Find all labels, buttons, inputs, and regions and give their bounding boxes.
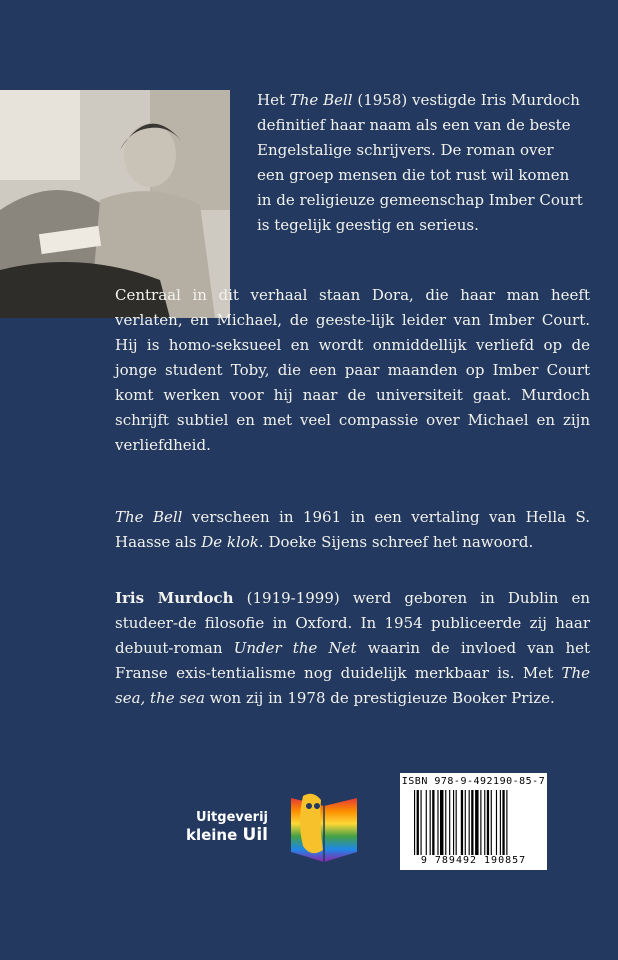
story-text: Centraal in dit verhaal staan Dora, die haar man heeft verlaten, en Michael, de geeste-lijk leider van Imber Court. Hij is homo-seksueel en wordt onmiddellijk verliefd op de jonge student Toby, die een paar maanden op Imber Court komt werken voor hij naar de universiteit gaat. Murdoch schrijft subtiel en met veel compassie over Michael en zijn verliefdheid.	[115, 286, 590, 454]
bio-text-3: won zij in 1978 de prestigieuze Booker Prize.	[204, 689, 555, 707]
translation-text: verscheen in 1961 in een vertaling van Hella S. Haasse als	[115, 508, 591, 551]
publisher-line2-a: kleine	[186, 826, 238, 844]
bio-text-1: (1919-1999) werd geboren in Dublin en studeer-de filosofie in Oxford. In 1954 publiceerde zij haar debuut-roman	[115, 589, 590, 657]
intro-paragraph	[257, 88, 585, 238]
book-title: The Bell	[115, 508, 183, 526]
booker-title: The sea, the sea	[115, 664, 590, 707]
debut-title: Under the Net	[233, 639, 357, 657]
isbn-barcode	[400, 773, 547, 870]
bio-text-2: waarin de invloed van het Franse exis-tentialisme nog duidelijk merkbaar is. Met	[115, 639, 591, 682]
publisher-line2	[186, 826, 268, 844]
story-paragraph	[115, 283, 590, 458]
translation-text-end: . Doeke Sijens schreef het nawoord.	[258, 533, 534, 551]
author-name: Iris Murdoch	[115, 589, 234, 607]
author-bio-paragraph	[115, 586, 590, 711]
dutch-title: De klok	[201, 533, 259, 551]
publisher-name	[186, 810, 268, 844]
intro-text-start: Het	[257, 91, 290, 109]
translation-paragraph	[115, 505, 590, 555]
intro-text-rest: (1958) vestigde Iris Murdoch definitief haar naam als een van de beste Engelstalige schrijvers. De roman over een groep mensen die tot rust wil komen in de religieuze gemeenschap Imber Court is tegelijk geestig en serieus.	[257, 91, 583, 234]
publisher-line2-b: Uil	[242, 825, 268, 845]
barcode-bars	[414, 790, 539, 855]
isbn-label: ISBN 978-9-492190-85-7	[401, 776, 546, 787]
book-title: The Bell	[289, 91, 353, 109]
owl-rainbow-book-icon	[289, 792, 359, 864]
barcode-digits: 9 789492 190857	[420, 855, 527, 866]
publisher-line1: Uitgeverij	[196, 810, 268, 825]
